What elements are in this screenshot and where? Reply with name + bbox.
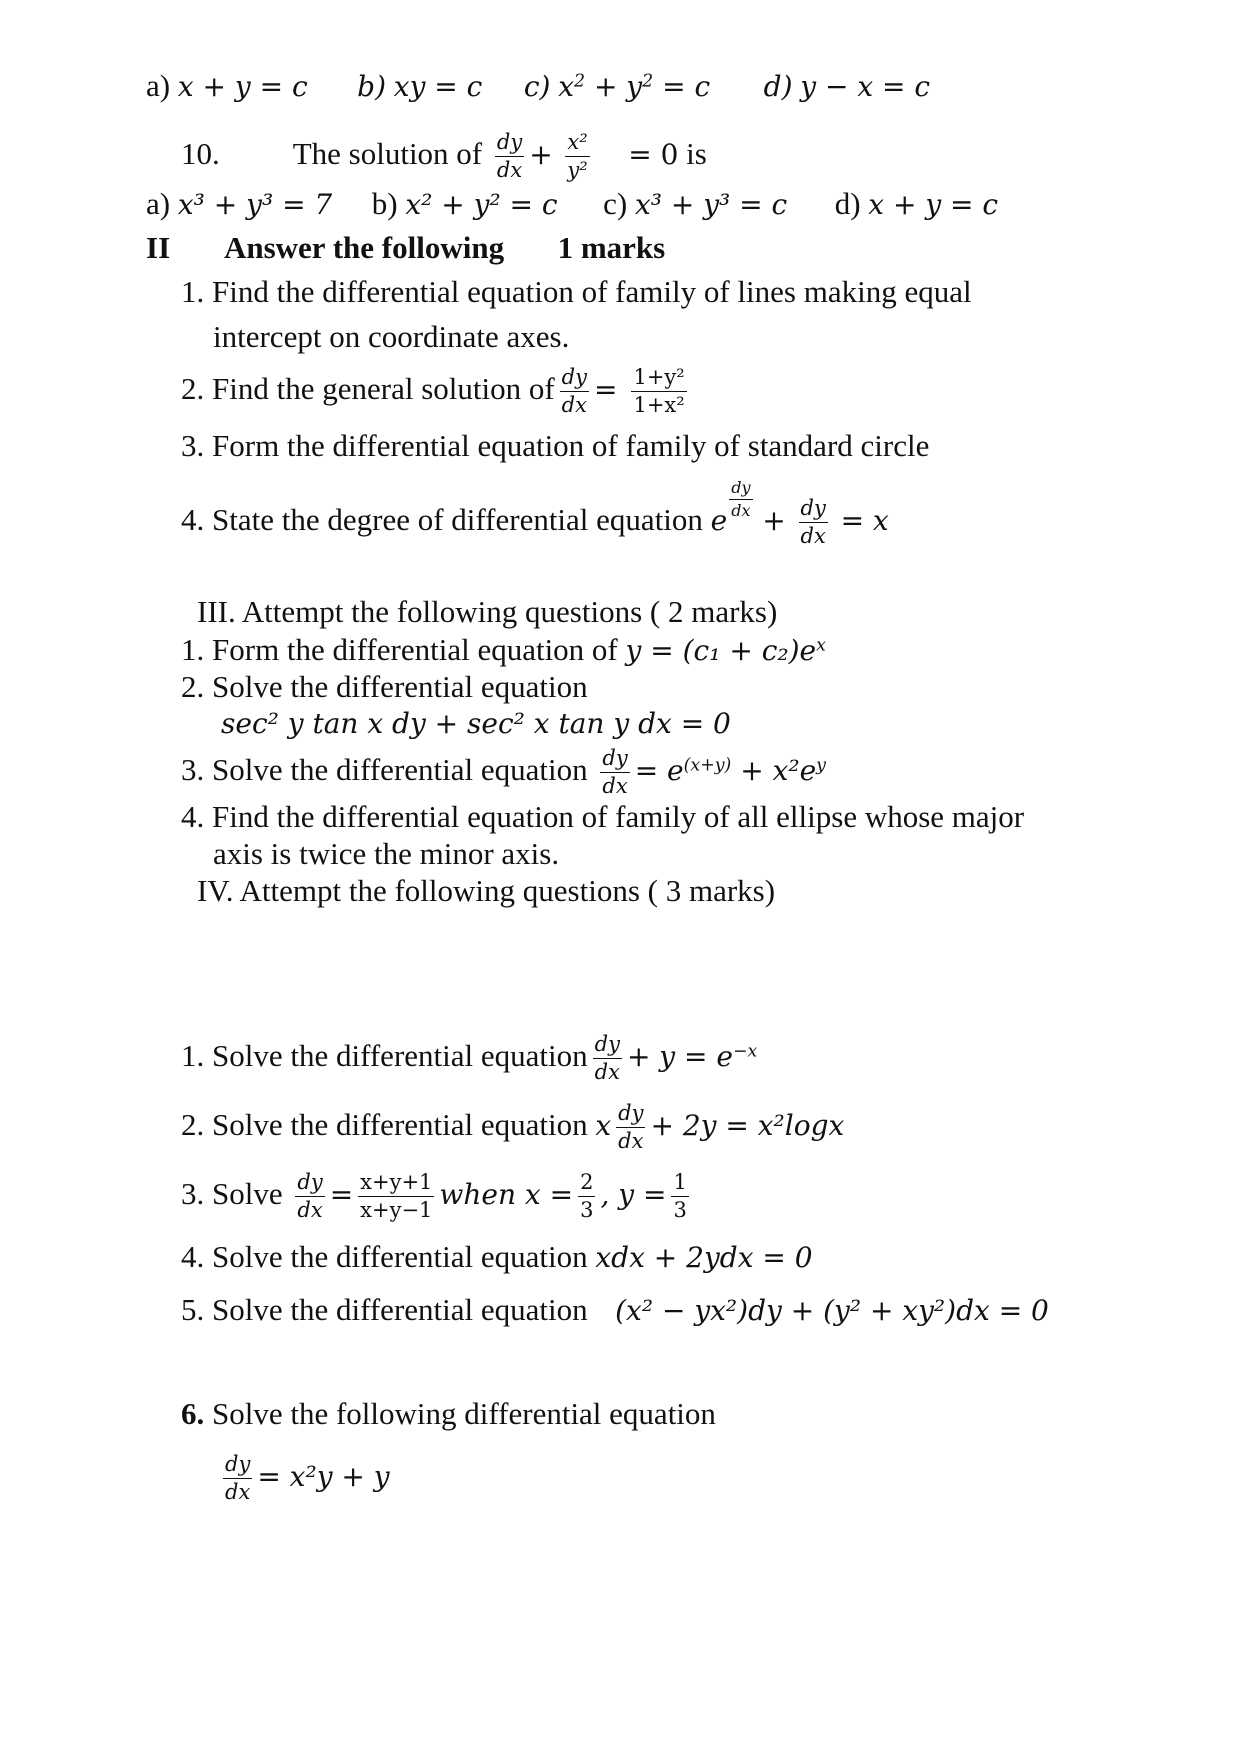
section-4-q6-equation [223,1446,390,1507]
q10-option-d-label: d) [834,186,861,221]
section-3-q2-expr: sec² y tan x dy + sec² x tan y dx = 0 [221,707,731,740]
section-4-header: IV. Attempt the following questions ( 3 marks) [197,873,776,908]
section-4-q2-dydx: $\frac{dy}{dx}$ [618,1101,644,1154]
section-3-q2-text: 2. Solve the differential equation [181,669,588,704]
q10-option-b-label: b) [371,186,398,221]
section-2-marks: 1 marks [557,230,666,265]
section-3-q3-dydx: $\frac{dy}{dx}$ [602,746,628,799]
section-2-q1-line2: intercept on coordinate axes. [213,319,570,354]
section-4-q3-x-value: $\frac{2}{3}$ [580,1170,594,1223]
q9-option-b-expr: xy = c [393,70,483,103]
q10-equals-zero: = 0 [628,138,679,171]
q10-option-a-label: a) [146,186,171,221]
section-4-q6 [181,1396,716,1432]
section-4-q3-text: 3. Solve [181,1176,283,1211]
q10-fraction-x2y2: $\frac{\text{x²}}{\text{y²}}$ [567,130,588,183]
q10-text: The solution of [292,136,483,171]
q9-option-c-expr: $x^2 + y^2 = c$ [558,70,711,103]
section-4-q1-rhs: + $y = e^{-x}$ [626,1040,758,1073]
section-2-q2-rhs: $\frac{\text{1+y²}}{\text{1+x²}}$ [633,365,685,418]
section-4-q5 [181,1292,1049,1329]
section-2-q3: 3. Form the differential equation of family of standard circle [181,428,930,463]
section-4-q6-rhs: = x²y + y [257,1460,390,1493]
q10-question: 10. The solution of $\frac{dy}{dx}$ + $\frac{\text{x²}}{\text{y²}}$ = 0 is [181,130,707,183]
section-2-title: Answer the following [223,230,505,265]
section-4-q4-text: 4. Solve the differential equation [181,1239,588,1274]
section-4-q3-y-label: , y = [600,1178,667,1211]
section-4-q3-when: when x = [439,1178,574,1211]
section-4-q3-rhs: $\frac{x+y+1}{x+y-1}$ [360,1170,433,1223]
q10-option-c-expr: x³ + y³ = c [634,188,788,221]
section-4-q3-dydx: $\frac{dy}{dx}$ [297,1170,323,1223]
q9-option-d-expr: y − x = c [800,70,931,103]
section-4-q1 [181,1026,757,1087]
section-4-q2-rhs: + 2y = x²logx [650,1109,845,1142]
section-4-q4 [181,1239,813,1276]
q10-is: is [686,136,707,171]
section-4-q6-text: Solve the following differential equation [212,1396,716,1431]
q9-option-c-label: c) [523,70,551,103]
section-4-q1-dydx: $\frac{dy}{dx}$ [594,1032,620,1085]
section-2-q4-dydx: $\frac{dy}{dx}$ [800,496,826,549]
section-3-q3-rhs: = $e^{(x+y)} + x^2e^y$ [634,754,826,787]
section-4-q5-expr: (x² − yx²)dy + (y² + xy²)dx = 0 [615,1294,1049,1327]
section-2-q2: 2. Find the general solution of $\frac{dy}{dx}$ = $\frac{\text{1+y²}}{\text{1+x²}}$ [181,365,685,418]
section-2-q2-text: 2. Find the general solution of [181,371,555,406]
section-4-q1-text: 1. Solve the differential equation [181,1038,588,1073]
section-2-q1-line1: 1. Find the differential equation of family of lines making equal [181,274,972,309]
section-4-q4-expr: xdx + 2ydx = 0 [595,1241,813,1274]
section-3-header: III. Attempt the following questions ( 2 marks) [197,594,778,629]
section-3-q1 [181,632,826,669]
section-4-q2: 2. Solve the differential equation x $\frac{dy}{dx}$ + 2y = x²logx [181,1101,845,1154]
section-3-q1-text: 1. Form the differential equation of [181,632,618,667]
section-2-q4-text: 4. State the degree of differential equation [181,502,703,537]
section-3-q4-line2: axis is twice the minor axis. [213,836,560,871]
section-3-q1-expr: $y = (c_1 + c_2)e^x$ [625,634,826,667]
section-2-q4-tail: = x [840,504,889,537]
q10-option-d-expr: x + y = c [868,188,999,221]
q9-option-d-label: d) [763,70,793,103]
q9-option-b-label: b) [357,70,387,103]
section-2-q2-lhs: $\frac{dy}{dx}$ [561,365,587,418]
section-4-q5-text: 5. Solve the differential equation [181,1292,588,1327]
section-3-q3 [181,742,826,799]
q10-option-a-expr: x³ + y³ = 7 [177,188,333,221]
section-4-q3: 3. Solve $\frac{dy}{dx}$ = $\frac{x+y+1}{x+y-1}$ when x = $\frac{2}{3}$ , y = $\frac{1}{3}$ [181,1170,687,1223]
section-3-q4-line1: 4. Find the differential equation of family of all ellipse whose major [181,799,1025,834]
section-3-q3-text: 3. Solve the differential equation [181,752,588,787]
q10-options-row [146,186,998,223]
q9-option-a-label: a) [146,68,171,103]
section-2-q4-exp-base: e $\frac{dy}{dx}$ [710,478,751,537]
section-2-header [146,230,665,266]
q10-fraction-dydx: $\frac{dy}{dx}$ [496,130,523,183]
section-4-q6-number: 6. [181,1396,205,1431]
section-2-numeral: II [146,230,171,265]
q10-number: 10. [181,136,220,171]
q10-option-c-label: c) [603,186,628,221]
section-2-q4: 4. State the degree of differential equation e $\frac{dy}{dx}$ + $\frac{dy}{dx}$ = x [181,478,889,549]
section-4-q3-y-value: $\frac{1}{3}$ [673,1170,687,1223]
q9-option-a-expr: x + y = c [177,70,308,103]
q9-options-row [146,68,930,105]
q10-option-b-expr: x² + y² = c [405,188,558,221]
section-4-q6-dydx: $\frac{dy}{dx}$ [225,1452,251,1505]
section-4-q2-text: 2. Solve the differential equation [181,1107,588,1142]
